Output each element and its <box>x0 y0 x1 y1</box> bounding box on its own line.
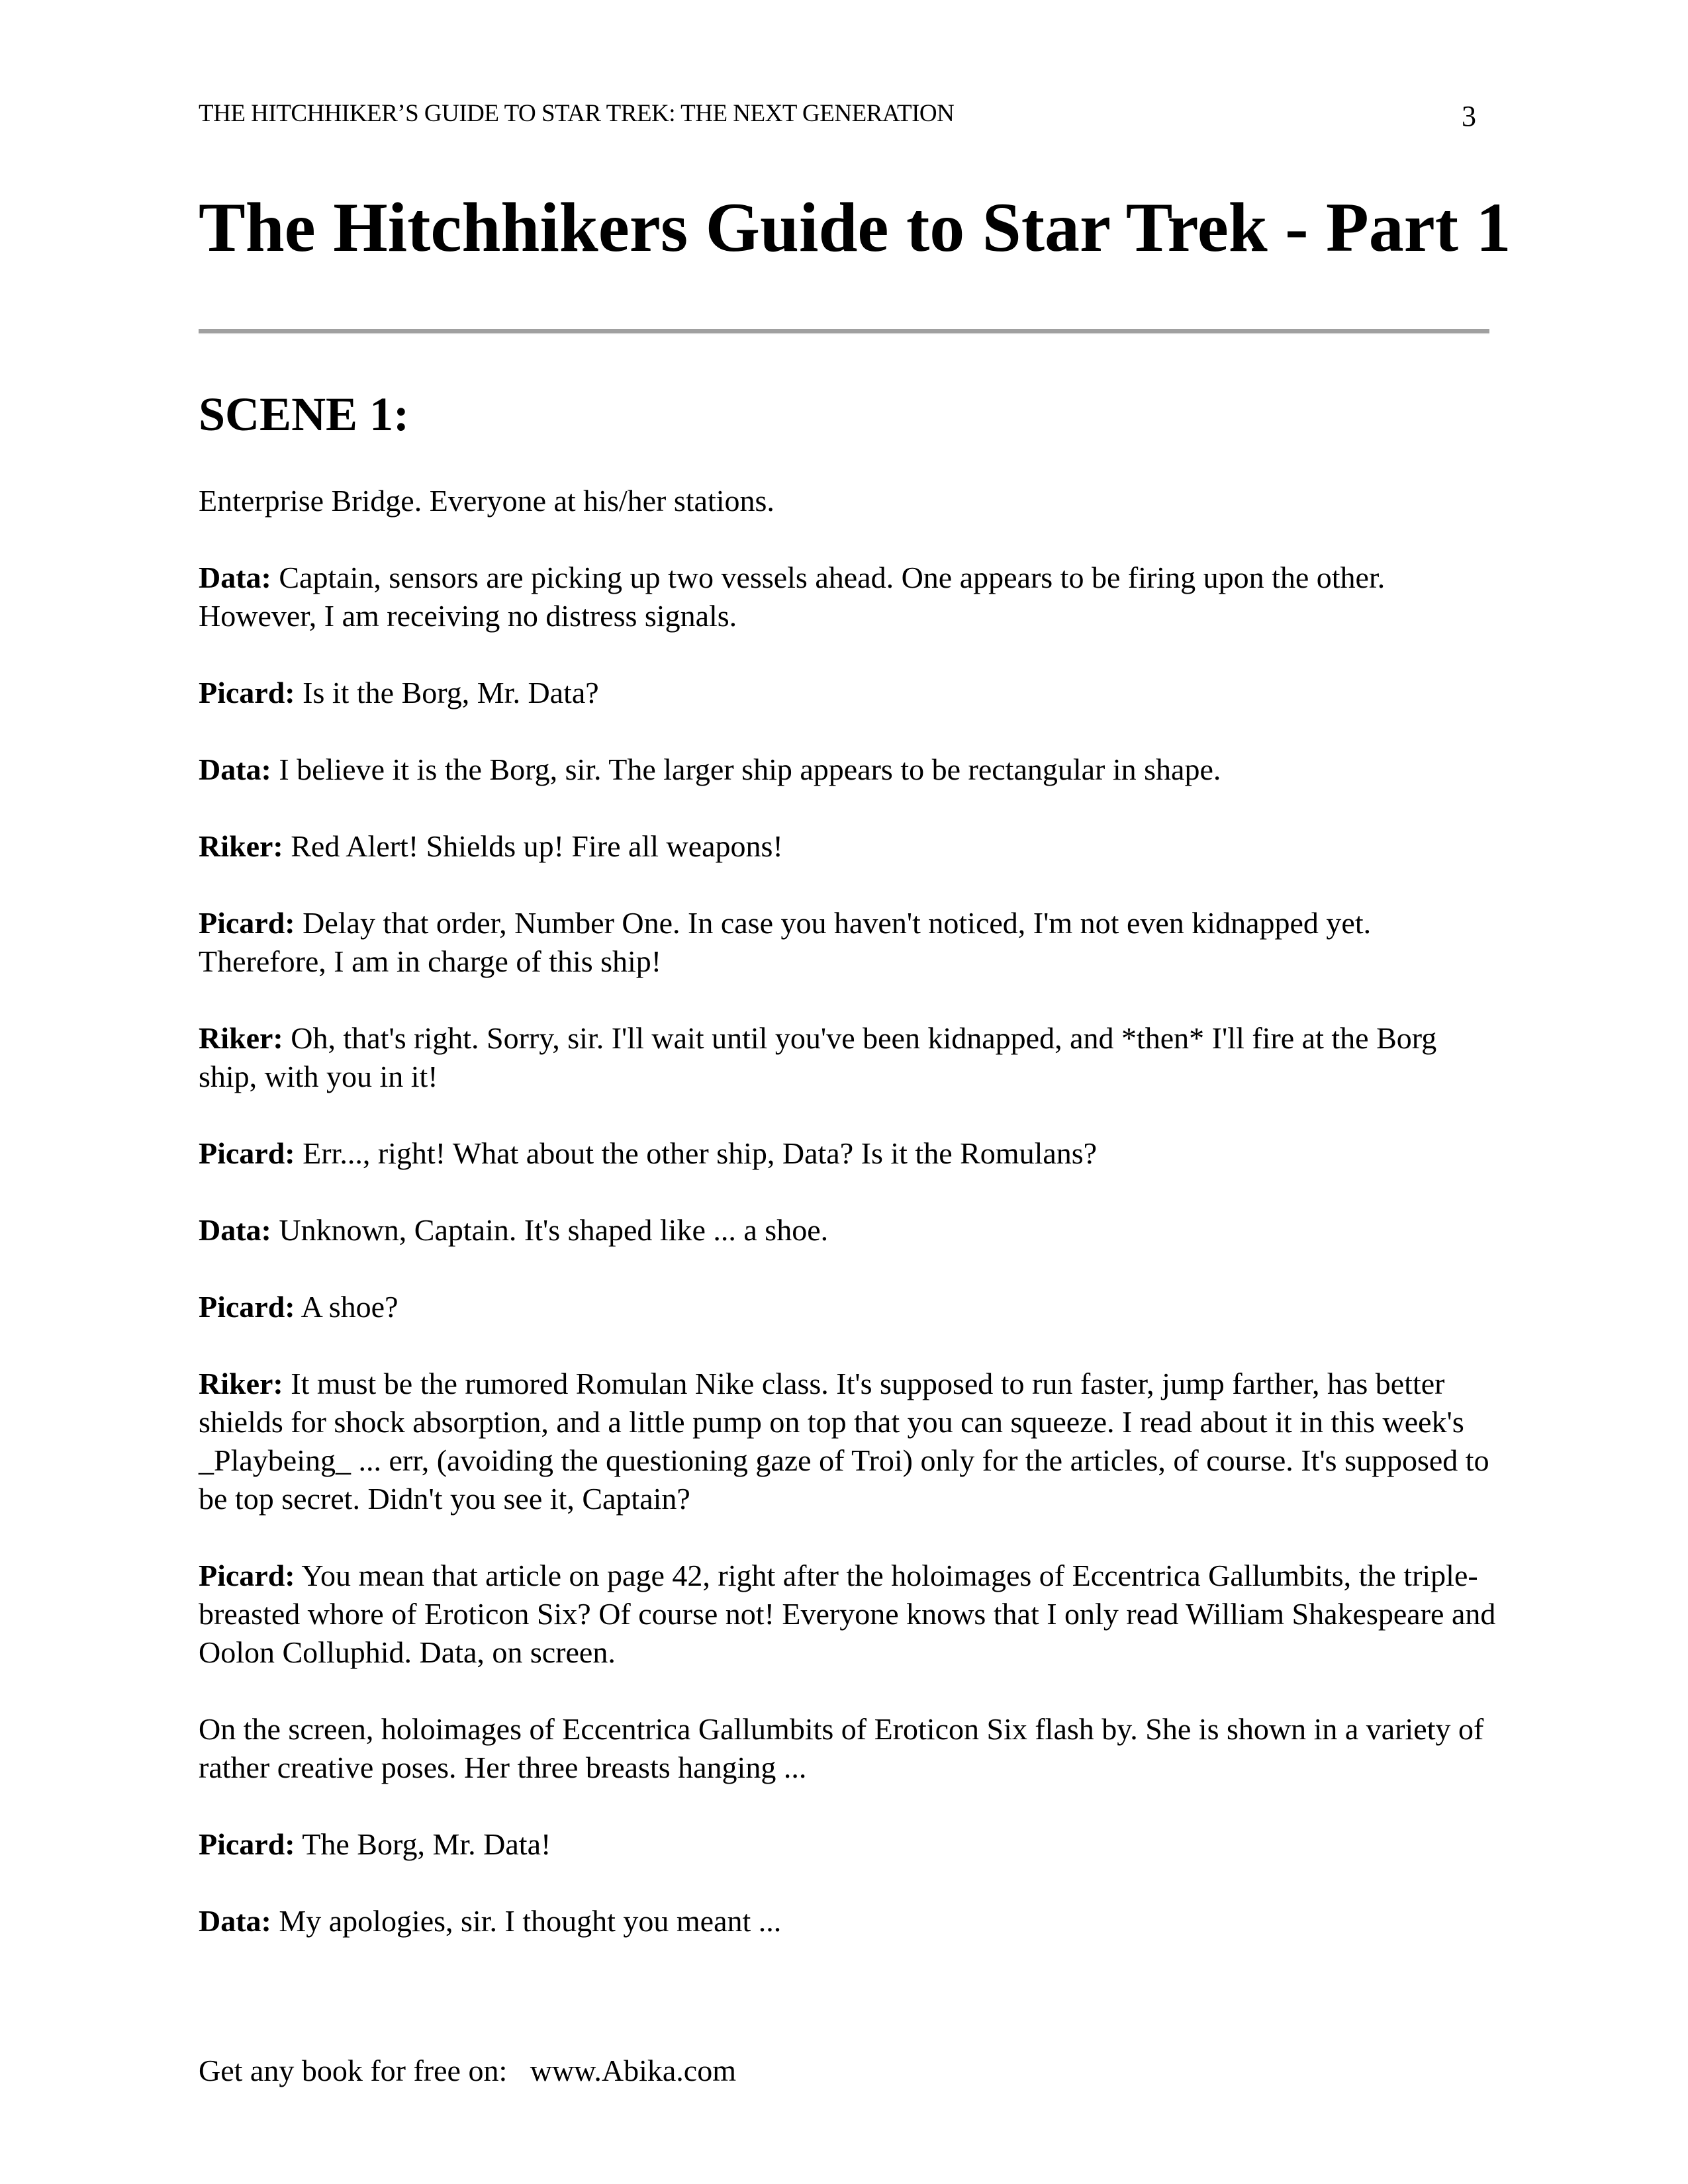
script-body <box>199 482 1496 1979</box>
stage-direction <box>199 1710 1496 1787</box>
dialogue-paragraph <box>199 559 1496 635</box>
speaker-label: Data: <box>199 1904 271 1938</box>
dialogue-text: Unknown, Captain. It's shaped like ... a shoe. <box>271 1213 829 1247</box>
dialogue-text: Is it the Borg, Mr. Data? <box>295 676 599 709</box>
dialogue-paragraph <box>199 1019 1496 1096</box>
dialogue-text: It must be the rumored Romulan Nike class. It's supposed to run faster, jump farther, has better shields for shock absorption, and a little pump on top that you can squeeze. I read about it in this week's _Playbeing_ ... err, (avoiding the questioning gaze of Troi) only for the articles, of course. It's supposed to be top secret. Didn't you see it, Captain? <box>199 1367 1489 1516</box>
speaker-label: Riker: <box>199 1021 283 1055</box>
dialogue-text: You mean that article on page 42, right after the holoimages of Eccentrica Gallumbits, the triple-breasted whore of Eroticon Six? Of course not! Everyone knows that I only read William Shakespeare and Oolon Colluphid. Data, on screen. <box>199 1559 1496 1669</box>
dialogue-paragraph <box>199 1365 1496 1518</box>
speaker-label: Picard: <box>199 1136 295 1170</box>
dialogue-paragraph <box>199 1902 1496 1940</box>
dialogue-paragraph <box>199 1557 1496 1672</box>
dialogue-text: Oh, that's right. Sorry, sir. I'll wait until you've been kidnapped, and *then* I'll fire at the Borg ship, with you in it! <box>199 1021 1437 1093</box>
title-divider <box>199 329 1489 334</box>
speaker-label: Riker: <box>199 1367 283 1400</box>
speaker-label: Riker: <box>199 829 283 863</box>
speaker-label: Data: <box>199 752 271 786</box>
dialogue-text: Enterprise Bridge. Everyone at his/her stations. <box>199 484 774 518</box>
running-title: THE HITCHHIKER’S GUIDE TO STAR TREK: THE NEXT GENERATION <box>199 100 955 127</box>
speaker-label: Picard: <box>199 1559 295 1592</box>
dialogue-text: Captain, sensors are picking up two vessels ahead. One appears to be firing upon the other. However, I am receiving no distress signals. <box>199 561 1385 633</box>
page-title: The Hitchhikers Guide to Star Trek - Part 1 <box>199 189 1511 266</box>
scene-heading: SCENE 1: <box>199 388 410 441</box>
speaker-label: Data: <box>199 1213 271 1247</box>
dialogue-paragraph <box>199 1211 1496 1250</box>
dialogue-paragraph <box>199 1288 1496 1326</box>
dialogue-paragraph <box>199 827 1496 866</box>
dialogue-paragraph <box>199 674 1496 712</box>
speaker-label: Picard: <box>199 906 295 940</box>
dialogue-text: Err..., right! What about the other ship, Data? Is it the Romulans? <box>295 1136 1098 1170</box>
dialogue-text: On the screen, holoimages of Eccentrica Gallumbits of Eroticon Six flash by. She is shown in a variety of rather creative poses. Her three breasts hanging ... <box>199 1712 1484 1784</box>
stage-direction <box>199 482 1496 520</box>
speaker-label: Picard: <box>199 676 295 709</box>
speaker-label: Data: <box>199 561 271 594</box>
dialogue-paragraph <box>199 1825 1496 1864</box>
footer-link-text: Get any book for free on: www.Abika.com <box>199 2054 737 2087</box>
dialogue-paragraph <box>199 751 1496 789</box>
dialogue-text: My apologies, sir. I thought you meant ... <box>271 1904 782 1938</box>
dialogue-paragraph <box>199 1134 1496 1173</box>
dialogue-text: Delay that order, Number One. In case you haven't noticed, I'm not even kidnapped yet. Therefore, I am in charge of this ship! <box>199 906 1372 978</box>
dialogue-text: The Borg, Mr. Data! <box>295 1827 551 1861</box>
speaker-label: Picard: <box>199 1290 295 1324</box>
dialogue-text: I believe it is the Borg, sir. The larger ship appears to be rectangular in shape. <box>271 752 1221 786</box>
dialogue-text: A shoe? <box>295 1290 399 1324</box>
speaker-label: Picard: <box>199 1827 295 1861</box>
dialogue-text: Red Alert! Shields up! Fire all weapons! <box>283 829 783 863</box>
dialogue-paragraph <box>199 904 1496 981</box>
page-number: 3 <box>1462 100 1476 132</box>
